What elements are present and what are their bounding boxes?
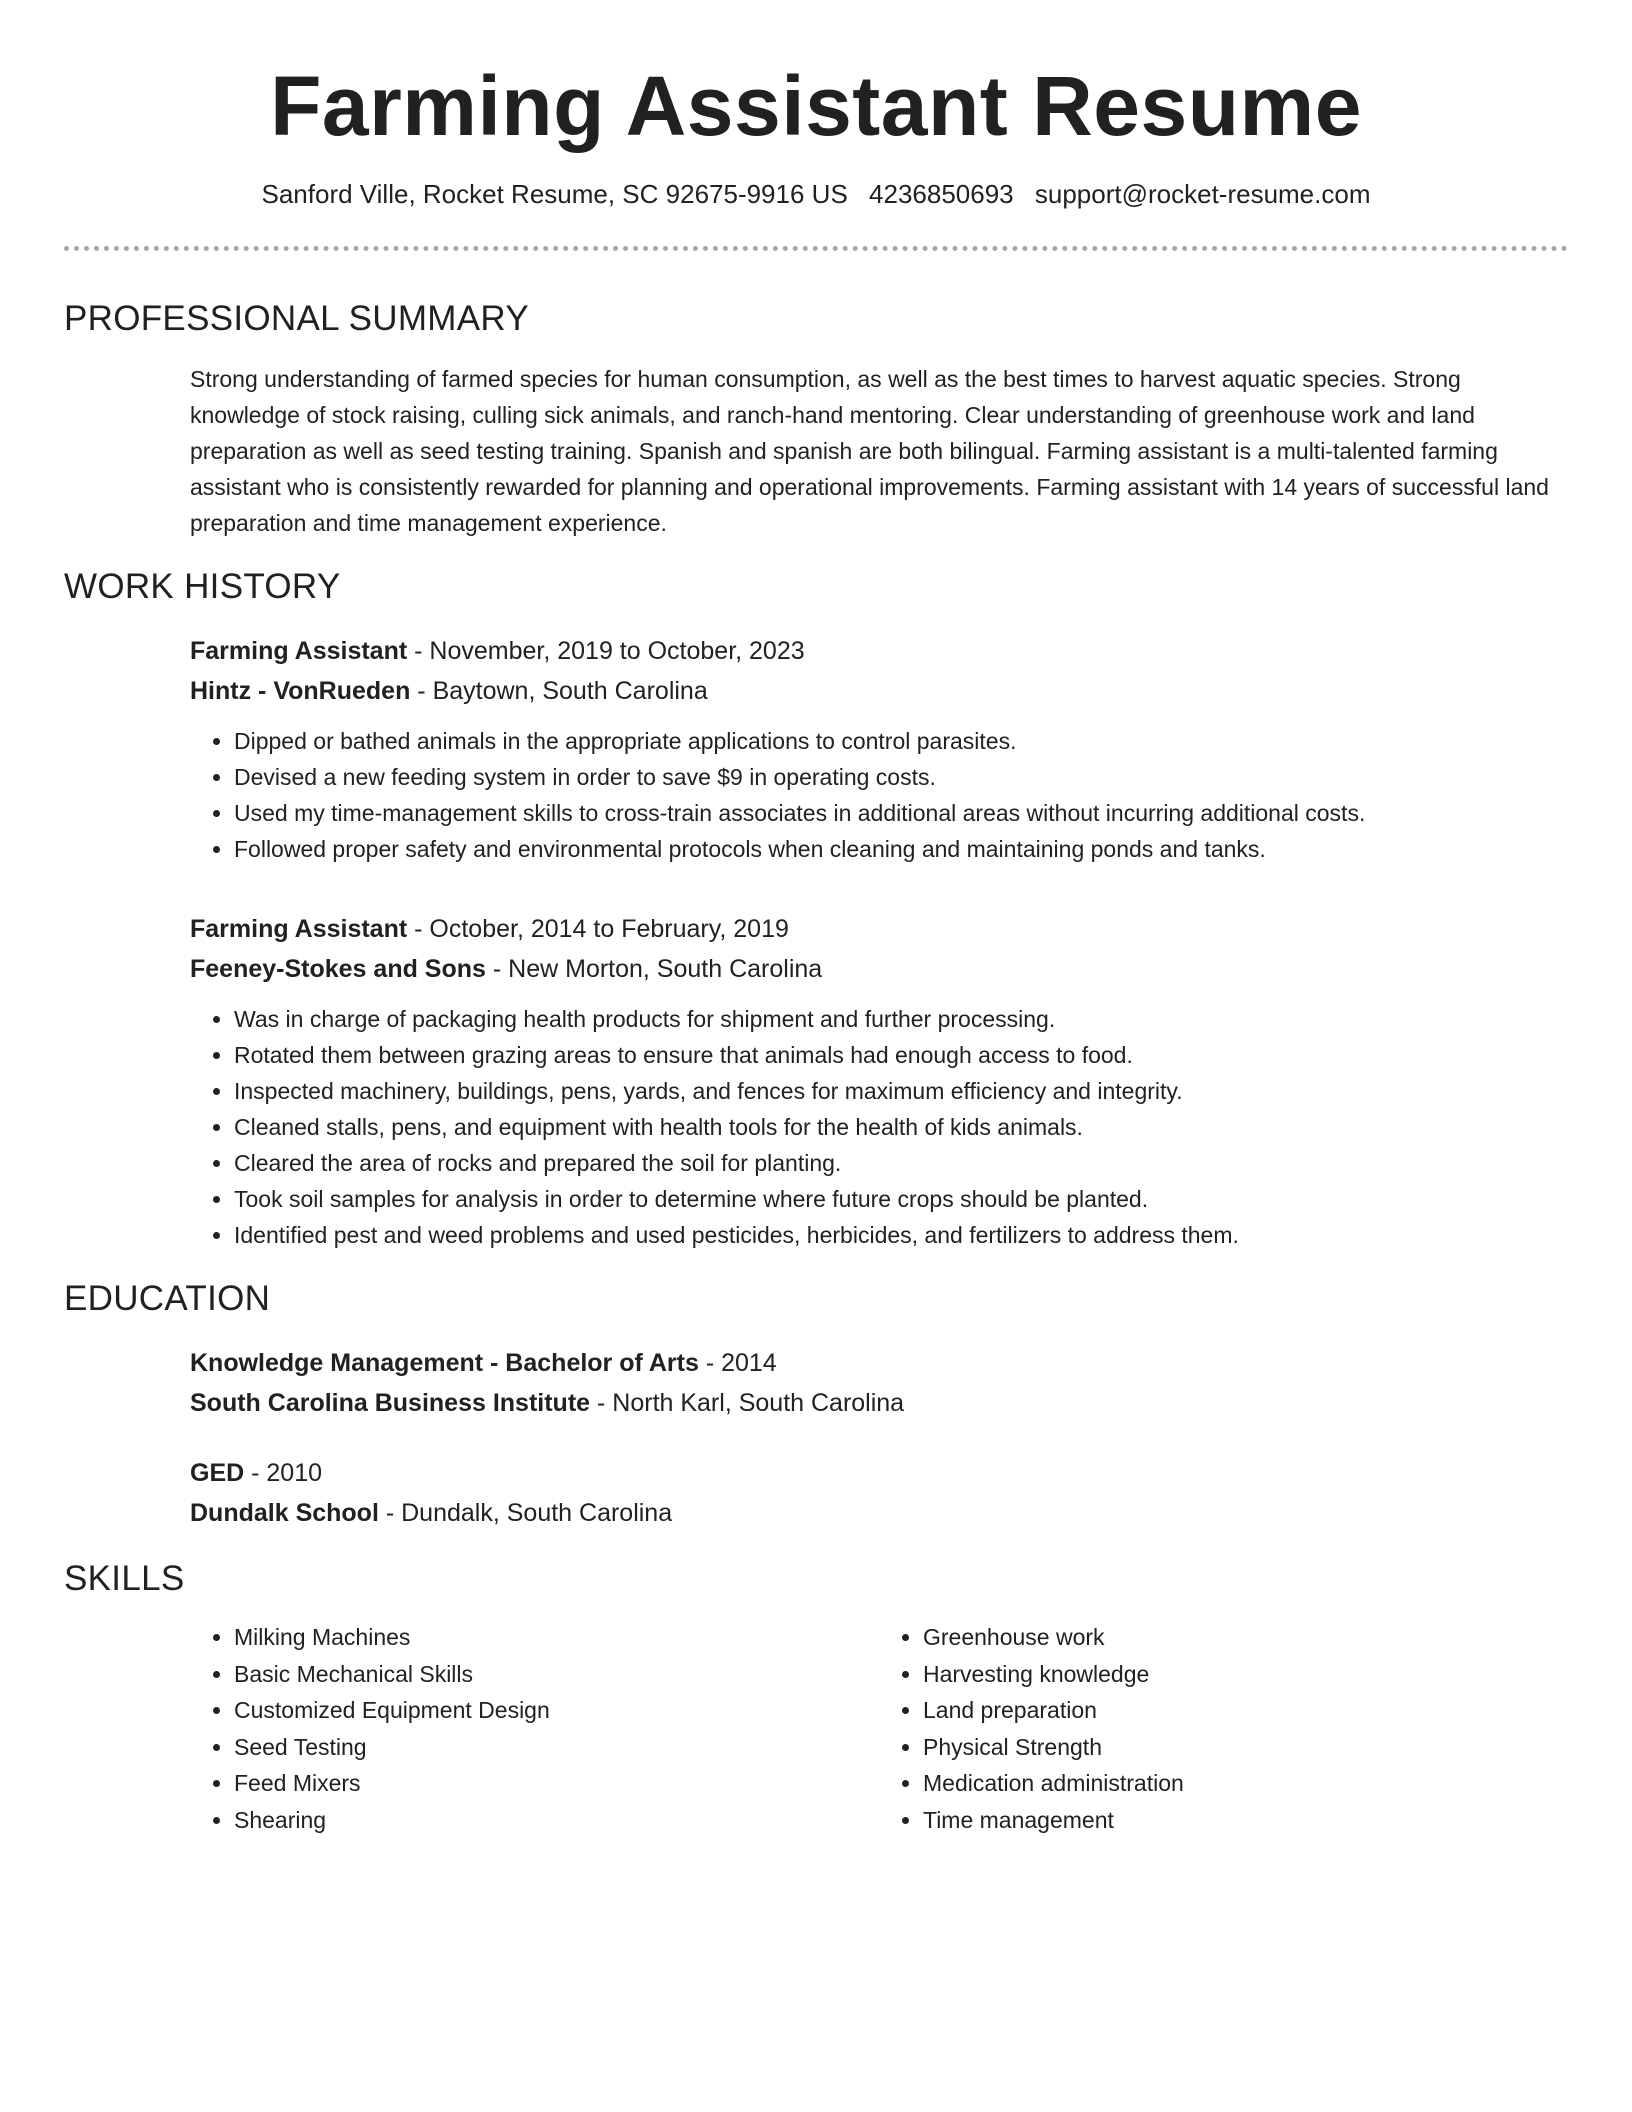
skill-item: • Land preparation <box>923 1692 1568 1729</box>
job-title-line <box>190 909 1568 949</box>
job-entry <box>190 631 1568 867</box>
skill-item: • Milking Machines <box>234 1619 879 1656</box>
job-bullet: • Was in charge of packaging health products for shipment and further processing. <box>234 1001 1568 1037</box>
skill-item: • Physical Strength <box>923 1729 1568 1766</box>
section-heading-work-history: WORK HISTORY <box>64 567 341 606</box>
job-bullet: • Identified pest and weed problems and used pesticides, herbicides, and fertilizers to address them. <box>234 1217 1568 1253</box>
header-divider <box>64 246 1568 251</box>
job-dates: - November, 2019 to October, 2023 <box>407 637 805 665</box>
job-title: Farming Assistant <box>190 637 408 665</box>
job-bullets <box>190 723 1568 867</box>
skills-list-right <box>879 1619 1568 1838</box>
skill-item: • Feed Mixers <box>234 1765 879 1802</box>
job-entry <box>190 909 1568 1253</box>
skills-columns <box>190 1619 1568 1838</box>
job-bullet: • Used my time-management skills to cross-train associates in additional areas without incurring additional costs. <box>234 795 1568 831</box>
job-bullet: • Cleaned stalls, pens, and equipment with health tools for the health of kids animals. <box>234 1109 1568 1145</box>
job-company-line <box>190 671 1568 711</box>
job-company-line <box>190 949 1568 989</box>
job-bullet: • Followed proper safety and environmental protocols when cleaning and maintaining ponds and tanks. <box>234 831 1568 867</box>
education-year: - 2014 <box>698 1349 777 1377</box>
education-degree-line <box>190 1453 1568 1493</box>
resume-title: Farming Assistant Resume <box>270 59 1362 153</box>
job-bullet: • Cleared the area of rocks and prepared the soil for planting. <box>234 1145 1568 1181</box>
job-bullet: • Dipped or bathed animals in the appropriate applications to control parasites. <box>234 723 1568 759</box>
contact-email: support@rocket-resume.com <box>1034 179 1371 209</box>
contact-line <box>64 178 1568 210</box>
contact-phone: 4236850693 <box>869 179 1014 209</box>
education-school: Dundalk School <box>190 1499 379 1527</box>
job-title-line <box>190 631 1568 671</box>
summary-text: Strong understanding of farmed species for human consumption, as well as the best times to harvest aquatic species. Strong knowledge of stock raising, culling sick animals, and ranch-hand mentoring. Clear understanding of greenhouse work and land preparation as well as seed testing training. Spanish and spanish are both bilingual. Farming assistant is a multi-talented farming assistant who is consistently rewarded for planning and operational improvements. Farming assistant with 14 years of successful land preparation and time management experience. <box>190 366 1549 536</box>
job-bullet: • Took soil samples for analysis in order to determine where future crops should be planted. <box>234 1181 1568 1217</box>
job-location: - Baytown, South Carolina <box>410 677 708 705</box>
job-dates: - October, 2014 to February, 2019 <box>407 915 789 943</box>
skills-list-left <box>190 1619 879 1838</box>
skill-item: • Greenhouse work <box>923 1619 1568 1656</box>
job-company: Feeney-Stokes and Sons <box>190 955 486 983</box>
section-heading-skills: SKILLS <box>64 1559 185 1598</box>
skill-item: • Time management <box>923 1802 1568 1839</box>
skill-item: • Basic Mechanical Skills <box>234 1656 879 1693</box>
job-bullet: • Devised a new feeding system in order to save $9 in operating costs. <box>234 759 1568 795</box>
contact-address: Sanford Ville, Rocket Resume, SC 92675-9916 US <box>261 179 848 209</box>
education-degree: Knowledge Management - Bachelor of Arts <box>190 1349 699 1377</box>
job-bullets <box>190 1001 1568 1253</box>
education-school: South Carolina Business Institute <box>190 1389 591 1417</box>
job-location: - New Morton, South Carolina <box>485 955 823 983</box>
skill-item: • Medication administration <box>923 1765 1568 1802</box>
education-entry <box>190 1343 1568 1423</box>
skill-item: • Harvesting knowledge <box>923 1656 1568 1693</box>
education-location: - Dundalk, South Carolina <box>378 1499 673 1527</box>
job-title: Farming Assistant <box>190 915 408 943</box>
education-school-line <box>190 1493 1568 1533</box>
job-company: Hintz - VonRueden <box>190 677 411 705</box>
education-location: - North Karl, South Carolina <box>590 1389 905 1417</box>
skill-item: • Shearing <box>234 1802 879 1839</box>
skill-item: • Customized Equipment Design <box>234 1692 879 1729</box>
education-degree-line <box>190 1343 1568 1383</box>
education-school-line <box>190 1383 1568 1423</box>
resume-page <box>64 0 1568 1838</box>
job-bullet: • Rotated them between grazing areas to ensure that animals had enough access to food. <box>234 1037 1568 1073</box>
education-year: - 2010 <box>244 1459 323 1487</box>
job-bullet: • Inspected machinery, buildings, pens, yards, and fences for maximum efficiency and integrity. <box>234 1073 1568 1109</box>
education-entry <box>190 1453 1568 1533</box>
section-heading-education: EDUCATION <box>64 1279 271 1318</box>
education-degree: GED <box>190 1459 245 1487</box>
skill-item: • Seed Testing <box>234 1729 879 1766</box>
section-heading-summary: PROFESSIONAL SUMMARY <box>64 299 529 338</box>
